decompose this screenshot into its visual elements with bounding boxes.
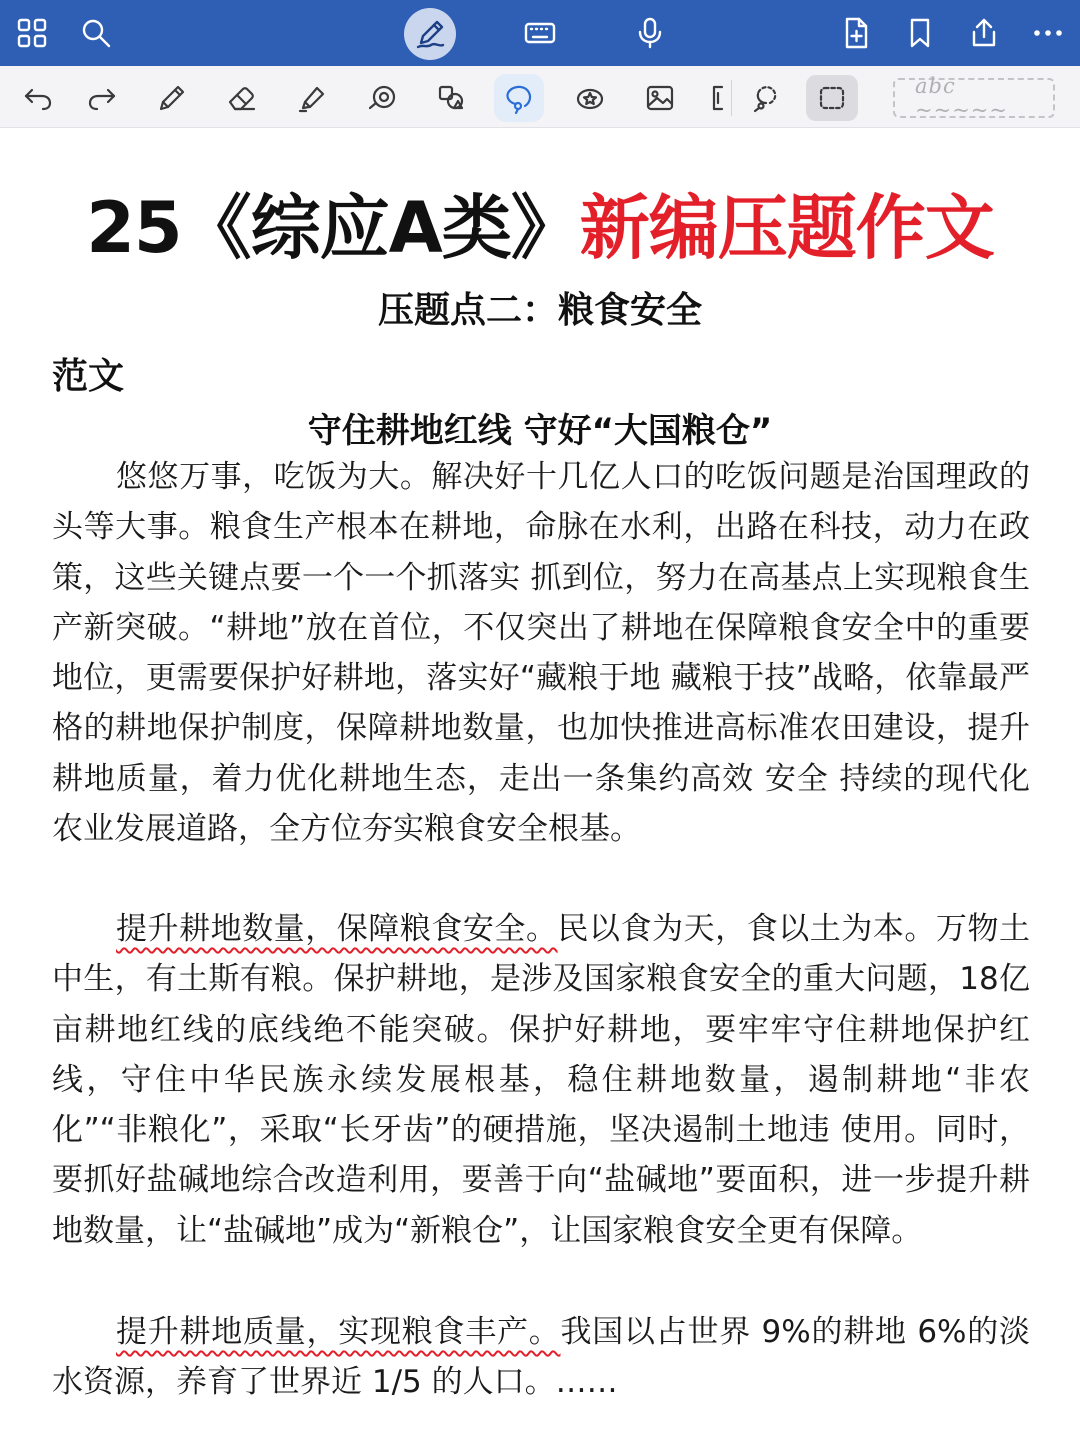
add-page-icon[interactable]: [836, 13, 876, 53]
eraser-icon[interactable]: [222, 78, 262, 118]
redo-icon[interactable]: [82, 78, 122, 118]
drawing-toolbar: [0, 66, 1080, 128]
title-part-black: 25《综应A类》: [86, 187, 580, 269]
essay-paragraph-1: 悠悠万事，吃饭为大。解决好十几亿人口的吃饭问题是治国理政的头等大事。粮食生产根本在耕地，命脉在水利，出路在科技，动力在政策，这些关键点要一个一个抓落实 抓到位，努力在高基点上实现粮食生产新突破。“耕地”放在首位，不仅突出了耕地在保障粮食安全中的重要地位，更需要保护好耕地，落实好“藏粮于地 藏粮于技”战略，依靠最严格的耕地保护制度，保障耕地数量，也加快推进高标准农田建设，提升耕地质量，着力优化耕地生态，走出一条集约高效 安全 持续的现代化农业发展道路，全方位夯实粮食安全根基。: [52, 459, 1030, 848]
highlighter-icon[interactable]: [292, 78, 332, 118]
search-icon[interactable]: [76, 13, 116, 53]
paragraph-body: 我国以占世界 9%的耕地 6%的淡水资源，养育了世界近 1/5 的人口。……: [52, 1314, 1030, 1401]
section-label: 范文: [52, 356, 125, 397]
select-rect-icon[interactable]: [806, 75, 858, 121]
essay-paragraph-2: [52, 904, 1030, 1256]
highlighted-topic-sentence: 提升耕地数量，保障粮食安全。: [116, 911, 558, 947]
microphone-icon[interactable]: [630, 13, 670, 53]
image-icon[interactable]: [640, 78, 680, 118]
app-top-bar: [0, 0, 1080, 66]
lasso-select-icon[interactable]: [746, 78, 786, 118]
toolbar-divider: [731, 80, 732, 116]
shape-recognize-icon[interactable]: [432, 78, 472, 118]
paragraph-body: 民以食为天，食以土为本。万物土中生，有土斯有粮。保护耕地，是涉及国家粮食安全的重大问题，18亿亩耕地红线的底线绝不能突破。保护好耕地，要牢牢守住耕地保护红线，守住中华民族永续发展根基，稳住耕地数量，遏制耕地“非农化”“非粮化”，采取“长牙齿”的硬措施，坚决遏制土地违 使用。同时，要抓好盐碱地综合改造利用，要善于向“盐碱地”要面积，进一步提升耕地数量，让“盐碱地”成为“新粮仓”，让国家粮食安全更有保障。: [52, 911, 1030, 1249]
sticker-icon[interactable]: [570, 78, 610, 118]
undo-icon[interactable]: [18, 78, 58, 118]
page-subtitle: 压题点二：粮食安全: [377, 290, 702, 331]
document-page[interactable]: [0, 128, 1080, 1440]
text-box-icon[interactable]: [700, 78, 740, 118]
keyboard-icon[interactable]: [520, 13, 560, 53]
bookmark-icon[interactable]: [900, 13, 940, 53]
handwriting-text-box[interactable]: abc ~~~~~: [893, 78, 1055, 118]
shape-icon[interactable]: [362, 78, 402, 118]
more-icon[interactable]: [1028, 13, 1068, 53]
lasso-icon[interactable]: [494, 74, 544, 122]
title-part-red: 新编压题作文: [579, 187, 994, 269]
grid-icon[interactable]: [12, 13, 52, 53]
essay-paragraph-3: [52, 1307, 1030, 1408]
page-title: [0, 172, 1080, 273]
essay-title: 守住耕地红线 守好“大国粮仓”: [307, 411, 773, 451]
pencil-icon[interactable]: [152, 78, 192, 118]
pen-active-icon[interactable]: [404, 8, 456, 60]
highlighted-topic-sentence: 提升耕地质量，实现粮食丰产。: [116, 1314, 561, 1350]
share-icon[interactable]: [964, 13, 1004, 53]
